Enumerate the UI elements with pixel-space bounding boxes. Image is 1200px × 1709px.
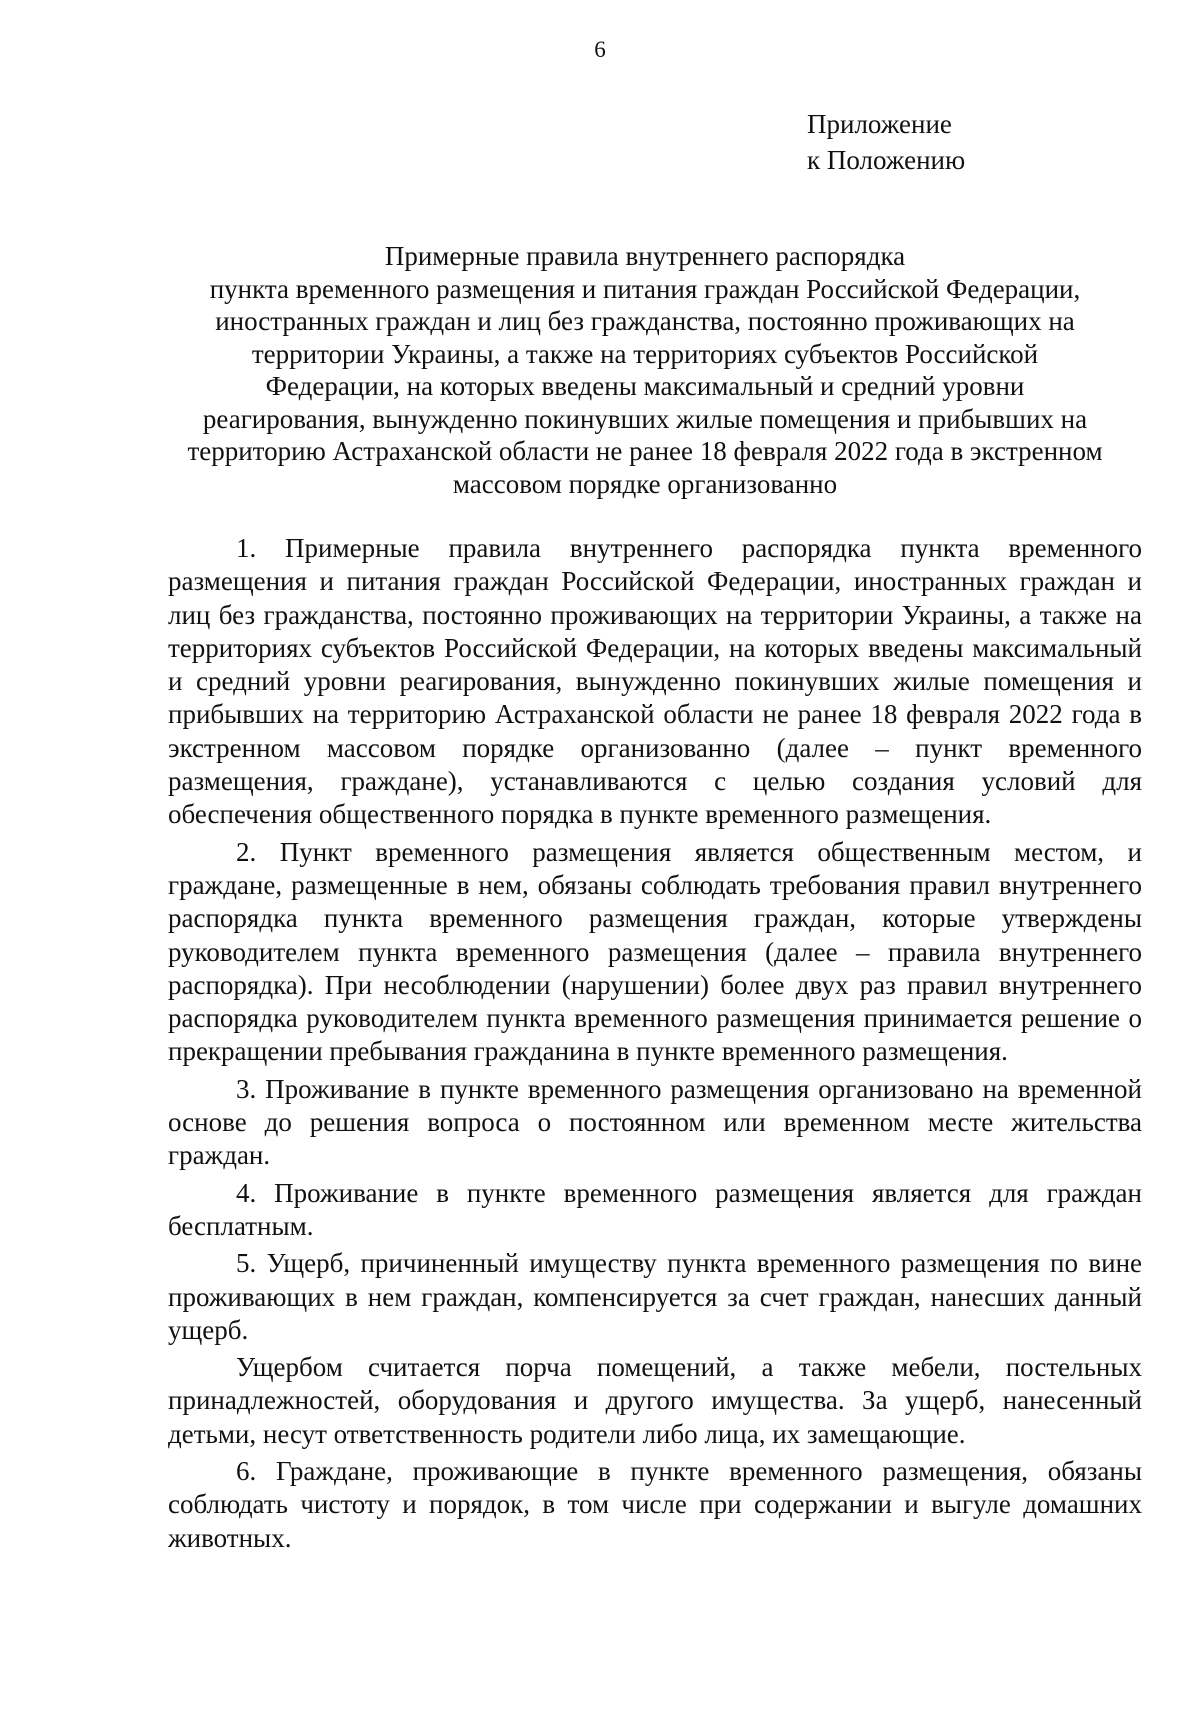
title-line: массовом порядке организованно [452,468,838,499]
paragraph-5-continued: Ущербом считается порча помещений, а также мебели, постельных принадлежностей, оборудования и другого имущества. За ущерб, нанесенный детьми, несут ответственность родители либо лица, их замещающие. [168,1352,1142,1449]
annex-line-2: к Положению [807,145,966,175]
paragraph-4: 4. Проживание в пункте временного размещения является для граждан бесплатным. [168,1177,1142,1241]
paragraph-3: 3. Проживание в пункте временного размещения организовано на временной основе до решения вопроса о постоянном или временном месте жительства граждан. [168,1073,1142,1171]
paragraph-2: 2. Пункт временного размещения является общественным местом, и граждане, размещенные в нем, обязаны соблюдать требования правил внутреннего распорядка пункта временного размещения граждан, которые утверждены руководителем пункта временного размещения (далее – правила внутреннего распорядка). При несоблюдении (нарушении) более двух раз правил внутреннего распорядка руководителем пункта временного размещения принимается решение о прекращении пребывания гражданина в пункте временного размещения. [168,836,1142,1067]
title-line: территорию Астраханской области не ранее 18 февраля 2022 года в экстренном [187,436,1103,466]
page-number: 6 [594,37,606,62]
title-line: иностранных граждан и лиц без гражданства, постоянно проживающих на [215,306,1075,336]
title-line: реагирования, вынужденно покинувших жилые помещения и прибывших на [202,403,1088,434]
annex-label [807,106,965,178]
paragraph-1: 1. Примерные правила внутреннего распорядка пункта временного размещения и питания граждан Российской Федерации, иностранных граждан и лиц без гражданства, постоянно проживающих на территории Украины, а также на территориях субъектов Российской Федерации, на которых введены максимальный и средний уровни реагирования, вынужденно покинувших жилые помещения и прибывших на территорию Астраханской области не ранее 18 февраля 2022 года в экстренном массовом порядке организованно (далее – пункт временного размещения, граждане), устанавливаются с целью создания условий для обеспечения общественного порядка в пункте временного размещения. [168,533,1142,830]
document-title [160,240,1130,500]
title-line: Федерации, на которых введены максимальный и средний уровни [265,371,1025,401]
title-line: Примерные правила внутреннего распорядка [384,241,906,271]
paragraph-5: 5. Ущерб, причиненный имуществу пункта временного размещения по вине проживающих в нем граждан, компенсируется за счет граждан, нанесших данный ущерб. [168,1248,1142,1345]
annex-line-1: Приложение [807,109,952,139]
document-body [168,532,1142,1555]
title-line: пункта временного размещения и питания граждан Российской Федерации, [209,273,1081,304]
paragraph-6: 6. Граждане, проживающие в пункте временного размещения, обязаны соблюдать чистоту и порядок, в том числе при содержании и выгуле домашних животных. [168,1456,1142,1553]
title-line: территории Украины, а также на территориях субъектов Российской [251,338,1039,369]
